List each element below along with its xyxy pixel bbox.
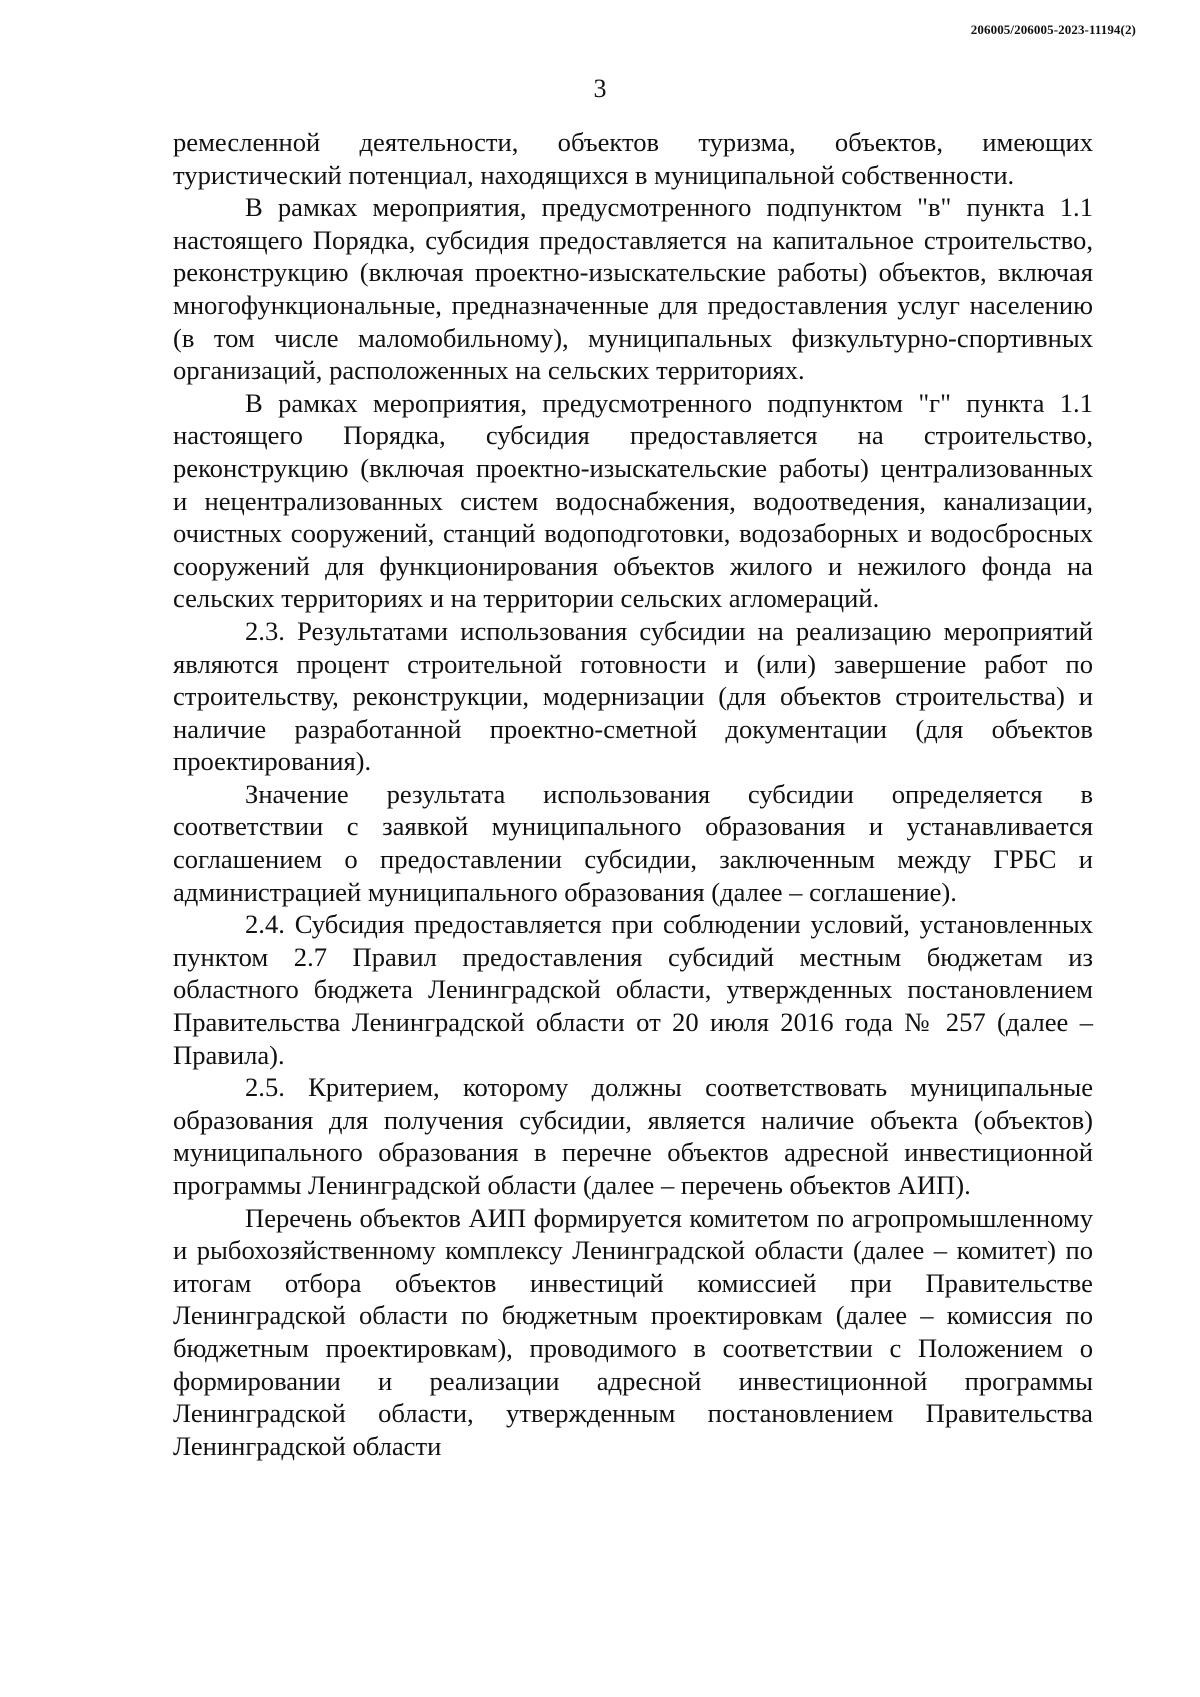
paragraph-2-5-criterion: 2.5. Критерием, которому должны соответствовать муниципальные образования для получения субсидии, является наличие объекта (объектов) муниципального образования в перечне объектов адресной инвестиционной программы Ленинградской области (далее – перечень объектов АИП). [173,1072,1093,1200]
page-number: 3 [593,74,607,103]
paragraph-sports-facilities: В рамках мероприятия, предусмотренного подпунктом "в" пункта 1.1 настоящего Порядка, субсидия предоставляется на капитальное строительство, реконструкцию (включая проектно-изыскательские работы) объектов, включая многофункциональные, предназначенные для предоставления услуг населению (в том числе маломобильному), муниципальных физкультурно-спортивных организаций, расположенных на сельских территориях. [173,192,1093,386]
paragraph-2-4-conditions: 2.4. Субсидия предоставляется при соблюдении условий, установленных пунктом 2.7 Правил предоставления субсидий местным бюджетам из областного бюджета Ленинградской области, утвержденных постановлением Правительства Ленинградской области от 20 июля 2016 года № 257 (далее – Правила). [173,909,1093,1070]
document-id: 206005/206005-2023-11194(2) [970,22,1136,37]
paragraph-continued: ремесленной деятельности, объектов туризма, объектов, имеющих туристический потенциал, находящихся в муниципальной собственности. [173,127,1093,190]
paragraph-water-systems: В рамках мероприятия, предусмотренного подпунктом "г" пункта 1.1 настоящего Порядка, субсидия предоставляется на строительство, реконструкцию (включая проектно-изыскательские работы) централизованных и нецентрализованных систем водоснабжения, водоотведения, канализации, очистных сооружений, станций водоподготовки, водозаборных и водосбросных сооружений для функционирования объектов жилого и нежилого фонда на сельских территориях и на территории сельских агломераций. [173,387,1093,614]
document-body [173,126,1093,1462]
paragraph-result-value: Значение результата использования субсидии определяется в соответствии с заявкой муниципального образования и устанавливается соглашением о предоставлении субсидии, заключенным между ГРБС и администрацией муниципального образования (далее – соглашение). [173,778,1093,907]
paragraph-aip-list: Перечень объектов АИП формируется комитетом по агропромышленному и рыбохозяйственному комплексу Ленинградской области (далее – комитет) по итогам отбора объектов инвестиций комиссией при Правительстве Ленинградской области по бюджетным проектировкам (далее – комиссия по бюджетным проектировкам), проводимого в соответствии с Положением о формировании и реализации адресной инвестиционной программы Ленинградской области, утвержденным постановлением Правительства Ленинградской области [173,1202,1093,1461]
paragraph-2-3-results: 2.3. Результатами использования субсидии на реализацию мероприятий являются процент строительной готовности и (или) завершение работ по строительству, реконструкции, модернизации (для объектов строительства) и наличие разработанной проектно-сметной документации (для объектов проектирования). [173,615,1093,777]
